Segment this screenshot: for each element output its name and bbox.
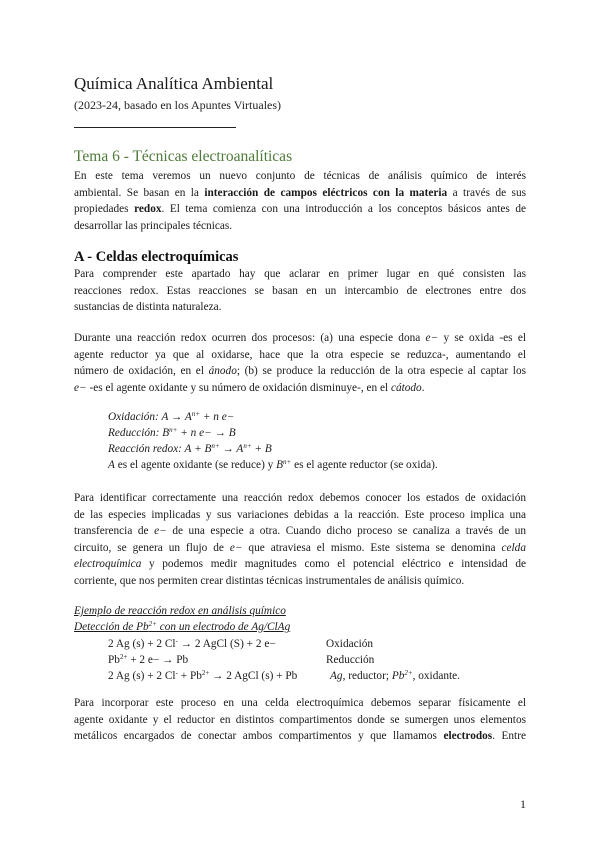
intro-line-4: desarrollar las principales técnicas. (74, 219, 233, 232)
example-row: 2 Ag (s) + 2 Cl- → 2 AgCl (S) + 2 e− Oxidación (108, 637, 374, 650)
p4-line-2: agente oxidante y el reductor en distintos compartimentos donde se sumergen unos elementos (74, 713, 526, 726)
p3-line-6: corriente, que nos permiten crear distintas técnicas instrumentales de análisis químico. (74, 574, 465, 587)
tema-heading: Tema 6 - Técnicas electroanalíticas (74, 148, 293, 165)
p2-line-1: Durante una reacción redox ocurren dos procesos: (a) una especie dona e− y se oxida -es el (74, 332, 526, 344)
example-row: $Pb^{2+} + 2$ e− → Pb Reducción (108, 653, 375, 666)
section-a-paragraph-4 (74, 695, 526, 745)
p3-line-2: de las especies implicadas y sus variaciones debidas a la reacción. Este proceso implica una (74, 508, 526, 521)
example-heading (74, 603, 290, 635)
document-page (74, 0, 526, 848)
p3-line-3: transferencia de e− de una especie a otra. Cuando dicho proceso se canaliza a través de un (74, 525, 526, 538)
example-reactions (108, 636, 460, 684)
example-title: Ejemplo de reacción redox en análisis químico (74, 605, 286, 617)
example-row-label: Oxidación (326, 638, 374, 650)
page-number: 1 (520, 797, 526, 811)
p4-line-1: Para incorporar este proceso en una celda electroquímica debemos separar físicamente el (74, 697, 526, 709)
p3-line-1: Para identificar correctamente una reacción redox debemos conocer los estados de oxidación (74, 492, 526, 504)
redox-reaction-equation: Reacción redox: $A + B^{n+} \to A^{n+} + B$ (108, 442, 272, 455)
redox-equations (108, 409, 438, 473)
document-subtitle: (2023-24, basado en los Apuntes Virtuales) (74, 98, 282, 112)
title-divider (74, 127, 236, 128)
section-a-paragraph-3 (74, 490, 526, 590)
reduction-equation: Reducción: $B^{n+} + n$ e− → B (108, 426, 236, 439)
p2-line-2: agente reductor ya que al oxidarse, hace que la otra especie se reduzca-, aumentando el (74, 348, 526, 361)
oxidation-equation: Oxidación: $A \to A^{n+} + n$ e− (108, 410, 235, 423)
agents-note: A es el agente oxidante (se reduce) y $B^{n+}$ es el agente reductor (se oxida). (108, 458, 438, 471)
tema-intro-paragraph (74, 168, 526, 234)
p4-line-3: metálicos encargados de conectar ambos compartimentos y que llamamos electrodos. Entre (74, 730, 526, 743)
section-a-heading: A - Celdas electroquímicas (74, 249, 239, 265)
p2-line-4: e− -es el agente oxidante y su número de oxidación disminuye-, en el cátodo. (74, 381, 425, 394)
example-subtitle: Detección de $Pb^{2+}$ con un electrodo de Ag/ClAg (74, 620, 291, 633)
example-row-label: Reducción (326, 654, 375, 666)
section-a-paragraph-1 (74, 266, 526, 316)
intro-line-1: En este tema veremos un nuevo conjunto de técnicas de análisis químico de interés (74, 170, 526, 182)
intro-line-2: ambiental. Se basan en la interacción de campos eléctricos con la materia a través de sus (74, 186, 527, 199)
p3-line-4: circuito, se genera un flujo de e− que atraviesa el mismo. Este sistema se denomina celda (74, 541, 526, 554)
p2-line-3: número de oxidación, en el ánodo; (b) se produce la reducción de la otra especie al captar los (74, 365, 526, 378)
document-title: Química Analítica Ambiental (74, 74, 274, 93)
section-a-paragraph-2 (74, 330, 526, 396)
p1-line-2: reacciones redox. Estas reacciones se basan en un intercambio de electrones entre dos (74, 284, 526, 297)
example-row: 2 Ag (s) + 2 $Cl^- + Pb^{2+} \to 2$ AgCl (s) + Pb Ag, reductor; $Pb^{2+}$, oxidante. (108, 669, 460, 682)
example-agents-note: Ag, reductor; $Pb^{2+}$, oxidante. (330, 669, 460, 682)
intro-line-3: propiedades redox. El tema comienza con una introducción a los conceptos básicos antes de (74, 203, 526, 216)
p3-line-5: electroquímica y podemos medir magnitudes como el potencial eléctrico e intensidad de (74, 558, 526, 571)
p1-line-3: sustancias de distinta naturaleza. (74, 301, 222, 314)
p1-line-1: Para comprender este apartado hay que aclarar en primer lugar en qué consisten las (74, 268, 526, 280)
